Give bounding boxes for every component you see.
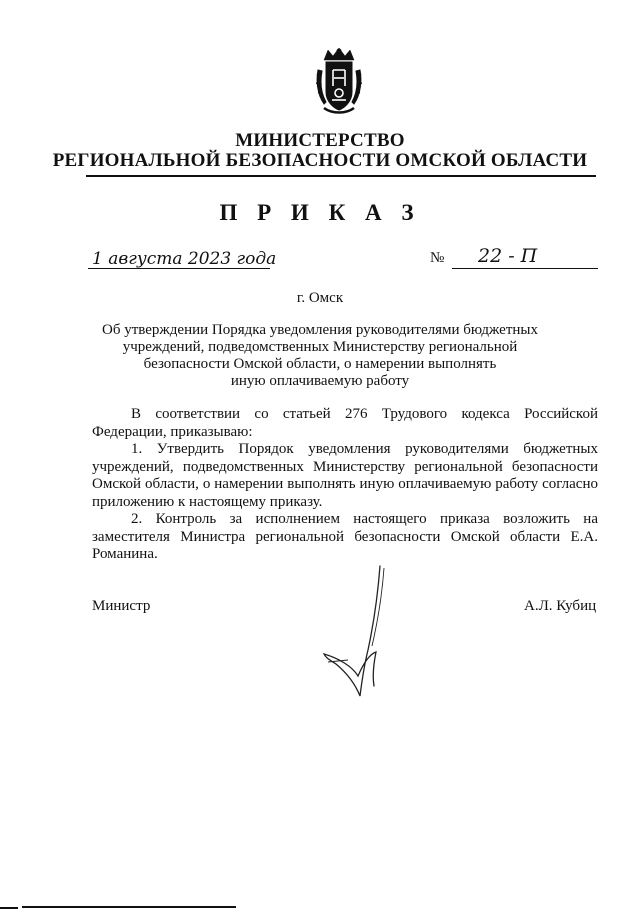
footer-line — [0, 904, 640, 911]
body-paragraph: 2. Контроль за исполнением настоящего приказа возложить на заместителя Министра региональной безопасности Омской области Е.А. Романинa. — [92, 511, 598, 562]
document-title: П Р И К А З — [219, 200, 421, 225]
subject-line: учреждений, подведомственных Министерству региональной — [122, 339, 518, 355]
city-label: г. Омск — [296, 290, 344, 306]
subject-line: иную оплачиваемую работу — [230, 373, 410, 389]
subject-line: Об утверждении Порядка уведомления руководителями бюджетных — [102, 322, 538, 338]
subject-line: безопасности Омской области, о намерении выполнять — [143, 356, 497, 372]
order-number: 22 - П — [478, 245, 538, 267]
order-subject — [0, 322, 640, 390]
order-number-label: № — [430, 250, 445, 266]
signatory-position: Министр — [92, 598, 151, 614]
body-paragraph: 1. Утвердить Порядок уведомления руководителями бюджетных учреждений, подведомственных Министерству региональной безопасности Омской области, о намерении выполнять иную оплачиваемую работу согласно приложению к настоящему приказу. — [92, 441, 598, 510]
order-date: 1 августа 2023 года — [92, 249, 277, 269]
ministry-name-line1: МИНИСТЕРСТВО — [235, 130, 405, 151]
header-divider — [86, 175, 596, 177]
number-underline — [452, 268, 598, 269]
date-underline — [88, 268, 270, 269]
body-paragraph: В соответствии со статьей 276 Трудового кодекса Российской Федерации, приказываю: — [92, 406, 598, 440]
order-body — [92, 406, 598, 564]
handwritten-signature — [318, 562, 398, 702]
omsk-coat-of-arms-icon — [316, 46, 362, 114]
ministry-name-line2: РЕГИОНАЛЬНОЙ БЕЗОПАСНОСТИ ОМСКОЙ ОБЛАСТИ — [52, 150, 588, 171]
signatory-name: А.Л. Кубиц — [524, 598, 597, 614]
